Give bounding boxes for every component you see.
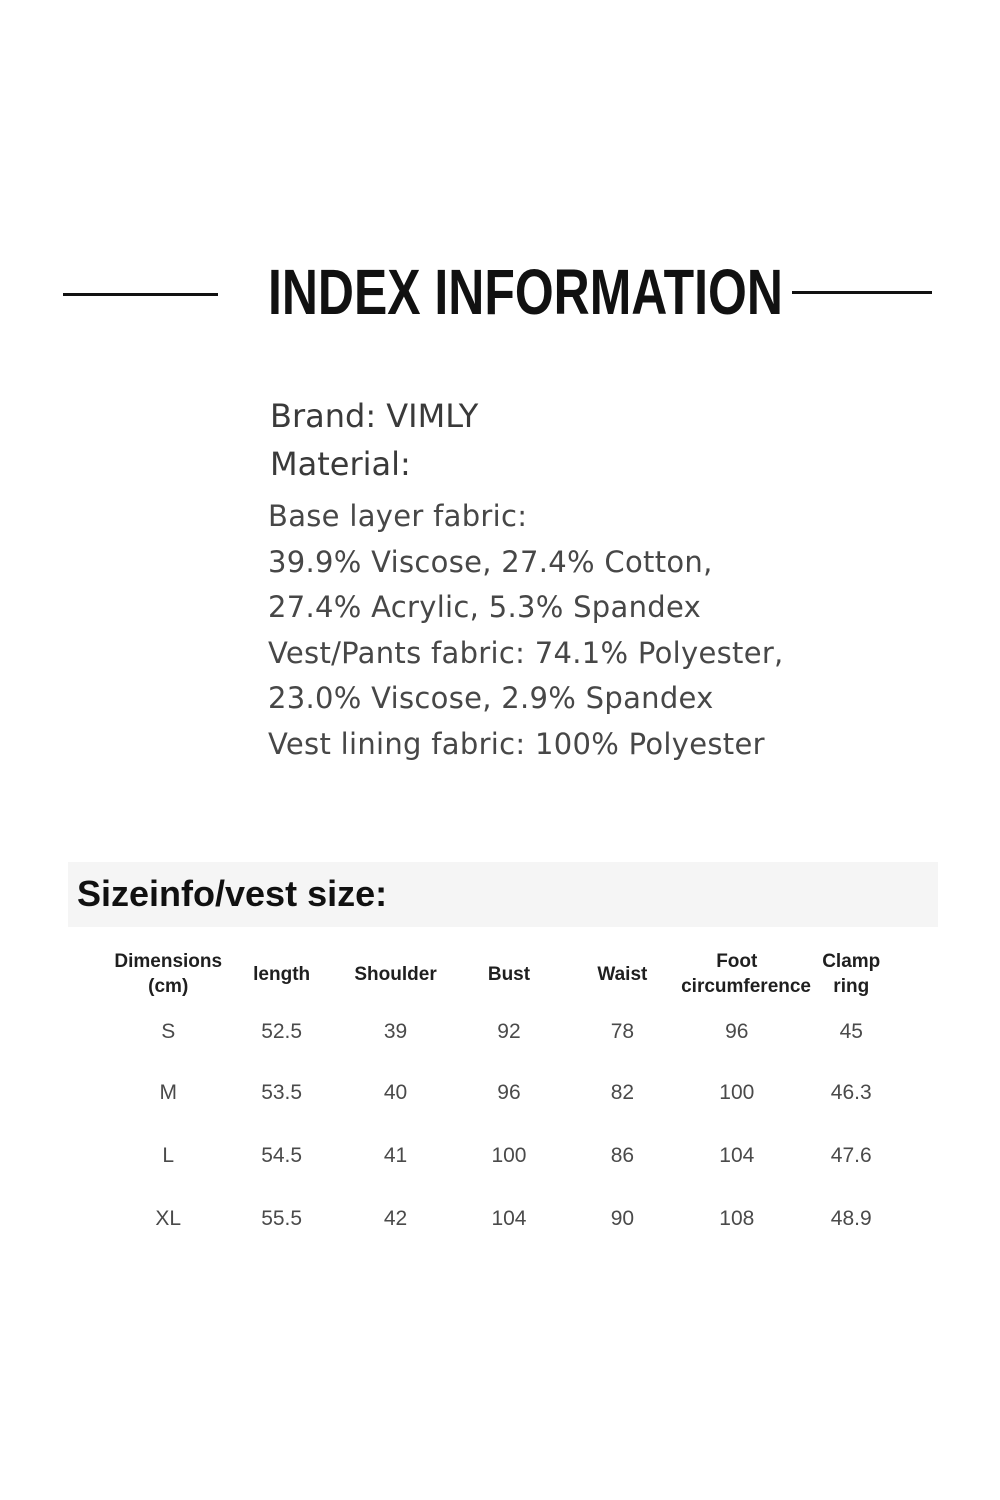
table-cell: 41 (383, 1143, 408, 1167)
column-header-line: Foot (716, 951, 758, 972)
table-cell: 100 (491, 1143, 527, 1167)
composition-line: Vest/Pants fabric: 74.1% Polyester, (268, 635, 784, 670)
composition-line: 39.9% Viscose, 27.4% Cotton, (268, 544, 713, 579)
table-cell: 96 (497, 1080, 521, 1104)
table-cell: 46.3 (830, 1080, 872, 1104)
composition-line: Base layer fabric: (268, 499, 528, 533)
column-header-length (226, 945, 336, 1003)
table-cell: 45 (839, 1020, 863, 1043)
table-cell: 47.6 (830, 1143, 872, 1167)
table-row (110, 1061, 910, 1124)
table-cell: 48.9 (830, 1206, 872, 1230)
size-label-cell: XL (155, 1206, 182, 1230)
table-cell: 82 (610, 1080, 635, 1104)
column-header-line: Clamp (822, 951, 881, 972)
table-cell: 90 (610, 1206, 635, 1230)
table-row (110, 1187, 910, 1250)
material-label: Material: (270, 445, 411, 483)
title-rule-left (63, 293, 218, 296)
table-row (110, 1124, 910, 1187)
column-header-line: length (253, 963, 311, 985)
column-header-line: Shoulder (354, 963, 437, 985)
table-cell: 40 (383, 1080, 408, 1104)
column-header-shoulder (337, 945, 454, 1003)
size-table-header-row (110, 945, 910, 1003)
page-title: INDEX INFORMATION (268, 256, 783, 328)
table-cell: 39 (383, 1020, 408, 1043)
table-cell: 42 (383, 1206, 408, 1230)
table-cell: 100 (719, 1080, 755, 1104)
size-info-heading-band (68, 862, 938, 927)
brand-line: Brand: VIMLY (270, 397, 479, 435)
column-header-foot-circumference (681, 945, 811, 1003)
column-header-line: Dimensions (114, 951, 223, 972)
material-composition (268, 494, 890, 768)
table-cell: 54.5 (261, 1143, 303, 1167)
table-cell: 92 (497, 1020, 521, 1043)
size-info-heading: Sizeinfo/vest size: (77, 873, 388, 914)
column-header-bust (454, 945, 563, 1003)
product-info (270, 392, 890, 768)
table-cell: 104 (719, 1143, 755, 1167)
column-header-line: ring (833, 976, 870, 997)
table-row (110, 1003, 910, 1061)
size-table (110, 945, 910, 1250)
composition-line: 23.0% Viscose, 2.9% Spandex (268, 681, 714, 716)
size-label-cell: L (162, 1143, 175, 1167)
column-header-line: Waist (597, 963, 648, 985)
table-cell: 55.5 (261, 1206, 303, 1230)
table-cell: 86 (610, 1143, 635, 1167)
column-header-line: (cm) (148, 976, 189, 997)
table-cell: 108 (719, 1206, 755, 1230)
table-cell: 53.5 (261, 1080, 303, 1104)
table-cell: 96 (725, 1020, 749, 1043)
column-header-line: Bust (487, 963, 531, 985)
column-header-waist (564, 945, 681, 1003)
column-header-line: circumference (681, 976, 811, 997)
size-label-cell: S (161, 1020, 176, 1043)
column-header-dimensions (110, 945, 226, 1003)
table-cell: 78 (610, 1020, 635, 1043)
composition-line: Vest lining fabric: 100% Polyester (268, 726, 765, 761)
table-cell: 104 (491, 1206, 527, 1230)
composition-line: 27.4% Acrylic, 5.3% Spandex (268, 590, 702, 625)
title-rule-right (792, 291, 932, 294)
size-label-cell: M (159, 1080, 177, 1104)
table-cell: 52.5 (261, 1020, 303, 1043)
